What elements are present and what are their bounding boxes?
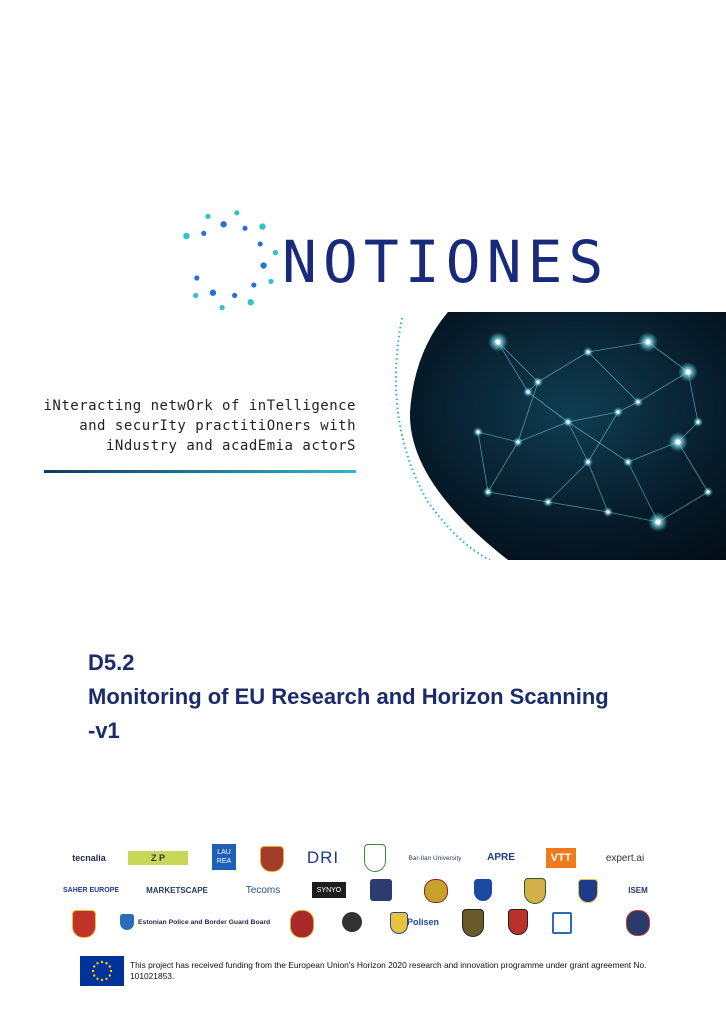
laurea-logo: LAU REA [212, 844, 236, 870]
funding-acknowledgement: This project has received funding from the European Union's Horizon 2020 research and innovation programme under grant agreement No. 101021853. [130, 960, 647, 981]
tagline-rule [44, 470, 356, 473]
vtt-logo: VTT [546, 848, 576, 868]
round-seal-icon [424, 879, 448, 903]
saher-europe-logo: SAHER EUROPE [63, 886, 120, 894]
notiones-logo-dots [168, 200, 288, 320]
deliverable-code: D5.2 [88, 650, 135, 675]
estonian-police-icon [120, 914, 134, 930]
tagline-line-1: iNteracting netwOrk of inTelligence [43, 398, 356, 414]
municipal-crest-icon [524, 878, 546, 904]
deliverable-title: Monitoring of EU Research and Horizon Scanning [88, 684, 609, 709]
security-academy-crest-icon [364, 844, 386, 872]
deliverable-version: -v1 [88, 718, 120, 743]
round-crest-icon [290, 910, 314, 938]
bar-ilan-logo: Bar-Ilan University [408, 854, 462, 862]
polisen-logo: Polisen [406, 917, 439, 927]
greek-crest-icon [474, 879, 492, 901]
expert-ai-logo: expert.ai [605, 852, 645, 864]
blue-square-logo-icon [552, 912, 572, 934]
marketscape-logo: MARKETSCAPE [146, 885, 208, 895]
police-crest-icon [260, 846, 284, 872]
star-badge-icon [370, 879, 392, 901]
tagline-line-3: iNdustry and acadEmia actorS [105, 438, 356, 454]
shield-crest-icon [578, 879, 598, 903]
eu-flag-icon [80, 956, 124, 986]
network-illustration [388, 312, 726, 560]
tecnalia-logo: tecnalia [72, 853, 106, 863]
isem-logo: ISEM [628, 885, 648, 895]
notiones-wordmark: NOTIONES [282, 228, 610, 296]
navy-seal-icon [626, 910, 650, 936]
apre-logo: APRE [487, 851, 515, 863]
dri-logo: DRI [306, 848, 340, 867]
brown-crest-icon [462, 909, 484, 937]
synyo-logo: SYNYO [312, 882, 346, 898]
estonian-police-logo: Estonian Police and Border Guard Board [138, 918, 271, 926]
tecoms-logo: Tecoms [245, 884, 281, 896]
zanasi-logo: Z P [128, 851, 188, 865]
red-crest-icon [508, 909, 528, 935]
tagline-line-2: and securIty practitiOners with [79, 418, 356, 434]
dark-seal-icon [342, 912, 362, 932]
police-shield-icon [72, 910, 96, 938]
